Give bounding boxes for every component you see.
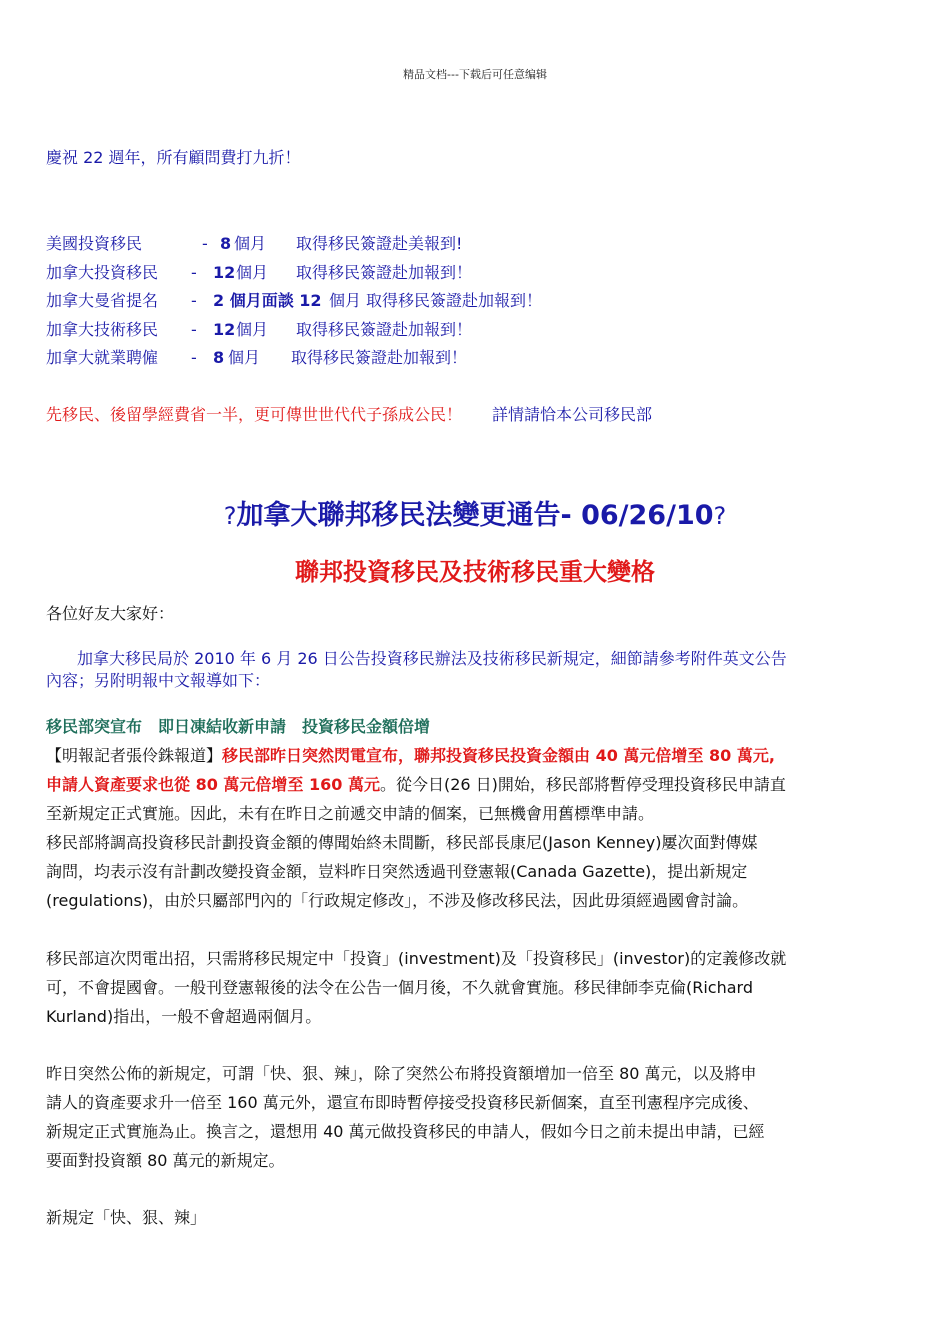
program-unit: 個月 — [228, 348, 261, 367]
program-name: 加拿大投資移民 — [46, 263, 159, 282]
article-byline: 【明報記者張伶銖報道】 — [46, 746, 223, 765]
title-mark-left: ? — [223, 502, 237, 530]
program-dash: - — [191, 348, 197, 367]
article-highlight: 申請人資產要求也從 80 萬元倍增至 160 萬元 — [46, 775, 380, 794]
program-unit: 個月 — [236, 263, 269, 282]
promo-line-blue: 詳情請恰本公司移民部 — [492, 405, 653, 424]
article-line: (regulations)，由於只屬部門內的「行政規定修改」，不涉及修改移民法，因此毋須經過國會討論。 — [46, 891, 749, 910]
article-line: 要面對投資額 80 萬元的新規定。 — [46, 1151, 285, 1170]
program-duration: 2 個月面談 12 — [213, 291, 322, 310]
program-result: 取得移民簽證赴加報到！ — [296, 263, 473, 282]
article-line: 昨日突然公佈的新規定，可謂「快、狠、辣」，除了突然公布將投資額增加一倍至 80 萬元，以及將申 — [46, 1064, 757, 1083]
promo-line-red: 先移民、後留學經費省一半，更可傳世世代代子孫成公民！ — [46, 405, 463, 424]
program-unit: 個月 — [236, 320, 269, 339]
promo-line — [46, 400, 652, 429]
section-heading: 新規定「快、狠、辣」 — [46, 1208, 207, 1227]
program-duration: 12 — [213, 263, 236, 282]
intro-line: 內容；另附明報中文報導如下： — [46, 671, 271, 690]
program-dash: - — [191, 263, 197, 282]
program-result: 取得移民簽證赴加報到！ — [291, 348, 468, 367]
article-line: Kurland)指出，一般不會超過兩個月。 — [46, 1007, 322, 1026]
page-title — [0, 494, 950, 538]
program-duration: 8 — [220, 234, 232, 253]
program-name: 加拿大就業聘僱 — [46, 348, 159, 367]
program-unit: 個月 — [329, 291, 362, 310]
program-result: 取得移民簽證赴加報到！ — [366, 291, 543, 310]
article-line: 移民部將調高投資移民計劃投資金額的傳聞始終未間斷，移民部長康尼(Jason Kenney)屢次面對傳媒 — [46, 833, 758, 852]
article-line — [46, 770, 786, 799]
article-text: 。從今日(26 日)開始，移民部將暫停受理投資移民申請直 — [379, 775, 786, 794]
article-line: 移民部這次閃電出招，只需將移民規定中「投資」(investment)及「投資移民」(investor)的定義修改就 — [46, 949, 787, 968]
article-line: 詢問，均表示沒有計劃改變投資金額，豈料昨日突然透過刊登憲報(Canada Gazette)，提出新規定 — [46, 862, 748, 881]
article-line — [46, 741, 775, 770]
page-subtitle: 聯邦投資移民及技術移民重大變格 — [295, 557, 655, 586]
program-duration: 8 — [213, 348, 225, 367]
title-mark-right: ? — [713, 502, 727, 530]
intro-line: 加拿大移民局於 2010 年 6 月 26 日公告投資移民辦法及技術移民新規定，細節請參考附件英文公告 — [77, 649, 787, 668]
article-highlight: 移民部昨日突然閃電宣布，聯邦投資移民投資金額由 40 萬元倍增至 80 萬元, — [222, 746, 775, 765]
program-duration: 12 — [213, 320, 236, 339]
article-line: 至新規定正式實施。因此，未有在昨日之前遞交申請的個案，已無機會用舊標準申請。 — [46, 804, 655, 823]
program-dash: - — [191, 291, 197, 310]
program-name: 加拿大技術移民 — [46, 320, 159, 339]
page-header: 精品文档---下载后可任意编辑 — [403, 68, 547, 81]
program-result: 取得移民簽證赴美報到! — [296, 234, 463, 253]
article-line: 可，不會提國會。一般刊登憲報後的法令在公告一個月後，不久就會實施。移民律師李克倫(Richard — [46, 978, 754, 997]
article-line: 新規定正式實施為止。換言之，還想用 40 萬元做投資移民的申請人，假如今日之前未提出申請，已經 — [46, 1122, 765, 1141]
program-unit: 個月 — [234, 234, 267, 253]
program-result: 取得移民簽證赴加報到！ — [296, 320, 473, 339]
greeting: 各位好友大家好： — [46, 604, 175, 623]
program-name: 美國投資移民 — [46, 234, 143, 253]
anniversary-promo: 慶祝 22 週年，所有顧問費打九折！ — [46, 148, 301, 167]
title-text: 加拿大聯邦移民法變更通告- 06/26/10 — [236, 500, 714, 531]
program-dash: - — [191, 320, 197, 339]
program-dash: - — [202, 234, 208, 253]
program-name: 加拿大曼省提名 — [46, 291, 159, 310]
article-headline: 移民部突宣布 即日凍結收新申請 投資移民金額倍增 — [46, 717, 431, 736]
article-line: 請人的資產要求升一倍至 160 萬元外，還宣布即時暫停接受投資移民新個案，直至刊憲程序完成後、 — [46, 1093, 759, 1112]
